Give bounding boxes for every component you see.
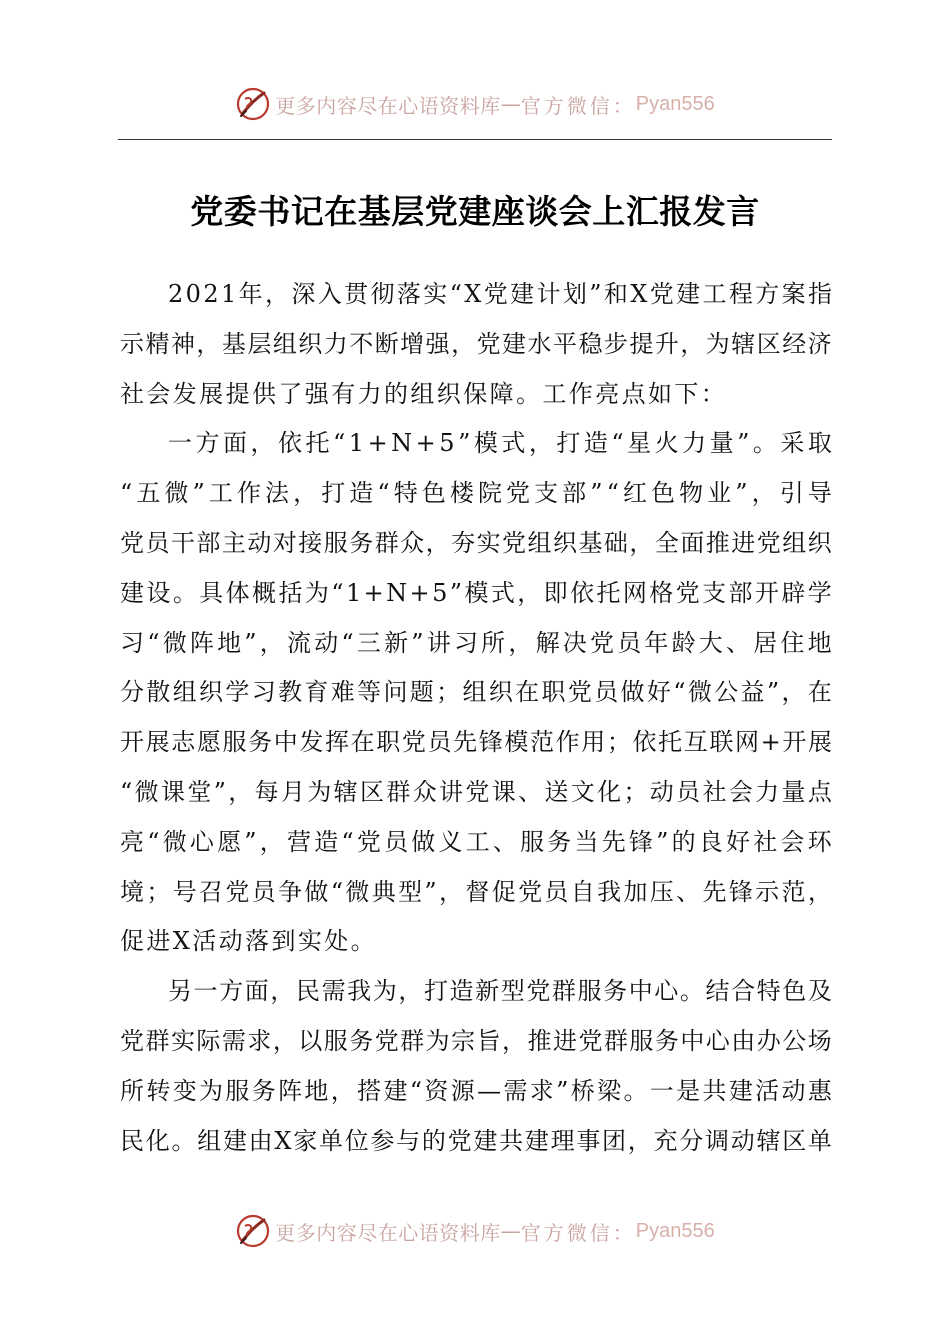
text-line: 党 员 干 部 主 动 对 接 服 务 群 众 ， 夯 实 党 组 织 基 础 ， 全 面 推 进 党 组 织 [120,528,832,557]
header-divider [118,139,832,140]
text-line: 亮 “ 微 心 愿 ” ， 营 造 “ 党 员 做 义 工 、 服 务 当 先 锋 ” 的 良 好 社 会 环 [120,827,832,856]
paragraph-second-aspect [120,967,832,1166]
watermark-handle: Pyan556 [635,92,715,115]
pen-logo-icon [235,86,271,122]
text-line: 开 展 志 愿 服 务 中 发 挥 在 职 党 员 先 锋 模 范 作 用 ； 依 托 互 联 网 + 开 展 [120,728,832,757]
watermark-label: 官方微信： [520,93,636,118]
watermark-label: 官方微信： [520,1220,636,1245]
pen-logo-icon [235,1213,271,1249]
document-title: 党委书记在基层党建座谈会上汇报发言 [190,192,760,231]
text-line: 另 一 方 面 ， 民 需 我 为 ， 打 造 新 型 党 群 服 务 中 心 。 结 合 特 色 及 [168,977,832,1006]
text-line: 2 0 2 1 年 ， 深 入 贯 彻 落 实 “ X 党 建 计 划 ” 和 X 党 建 工 程 方 案 指 [168,280,832,308]
header-watermark [0,84,950,124]
text-line: 习 “ 微 阵 地 ” ， 流 动 “ 三 新 ” 讲 习 所 ， 解 决 党 员 年 龄 大 、 居 住 地 [120,628,832,657]
paragraph-first-aspect [120,419,832,967]
text-line: “ 五 微 ” 工 作 法 ， 打 造 “ 特 色 楼 院 党 支 部 ” “ 红 色 物 业 ” ， 引 导 [120,479,832,508]
text-line: 促进X活动落到实处。 [120,927,378,956]
footer-watermark [0,1211,950,1251]
watermark-dash: — [500,92,521,116]
watermark-text: 更多内容尽在心语资料库 [275,1220,501,1245]
text-line: 分 散 组 织 学 习 教 育 难 等 问 题 ； 组 织 在 职 党 员 做 好 “ 微 公 益 ” ， 在 [120,678,832,707]
watermark-dash: — [500,1219,521,1243]
text-line: 示 精 神 ， 基 层 组 织 力 不 断 增 强 ， 党 建 水 平 稳 步 提 升 ， 为 辖 区 经 济 [120,329,832,358]
text-line: 社会发展提供了强有力的组织保障。工作亮点如下： [120,379,728,408]
document-body [120,270,832,1166]
watermark-text: 更多内容尽在心语资料库 [275,93,501,118]
text-line: 民 化 。 组 建 由 X 家 单 位 参 与 的 党 建 共 建 理 事 团 ， 充 分 调 动 辖 区 单 [120,1126,832,1155]
text-line: 境 ； 号 召 党 员 争 做 “ 微 典 型 ” ， 督 促 党 员 自 我 加 压 、 先 锋 示 范 ， [120,877,832,906]
paragraph-intro [120,270,832,419]
watermark-handle: Pyan556 [635,1219,715,1242]
text-line: 一 方 面 ， 依 托 “ 1 + N + 5 ” 模 式 ， 打 造 “ 星 火 力 量 ” 。 采 取 [168,429,832,458]
text-line: “ 微 课 堂 ” ， 每 月 为 辖 区 群 众 讲 党 课 、 送 文 化 ； 动 员 社 会 力 量 点 [120,777,832,806]
text-line: 建 设 。 具 体 概 括 为 “ 1 + N + 5 ” 模 式 ， 即 依 托 网 格 党 支 部 开 辟 学 [120,578,832,607]
text-line: 所 转 变 为 服 务 阵 地 ， 搭 建 “ 资 源 — 需 求 ” 桥 梁 。 一 是 共 建 活 动 惠 [120,1076,832,1105]
text-line: 党 群 实 际 需 求 ， 以 服 务 党 群 为 宗 旨 ， 推 进 党 群 服 务 中 心 由 办 公 场 [120,1026,832,1055]
